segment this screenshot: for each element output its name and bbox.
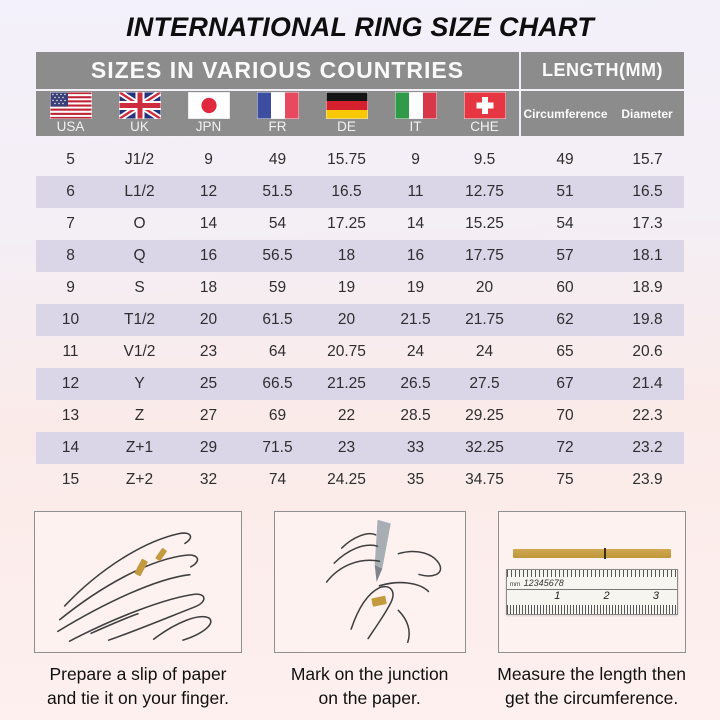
- ruler-number: 4: [538, 578, 544, 588]
- country-label: USA: [56, 119, 85, 135]
- country-label: CHE: [470, 119, 499, 135]
- table-cell: T1/2: [123, 311, 155, 328]
- table-cell: 20.6: [632, 343, 663, 360]
- table-cell: 60: [556, 279, 574, 296]
- table-cell: 9: [204, 151, 213, 168]
- table-row: [36, 368, 684, 400]
- table-cell: 74: [268, 471, 287, 488]
- column-header-circumference: Circumference: [523, 106, 608, 121]
- table-row: [36, 336, 684, 368]
- country-columns: [36, 91, 519, 136]
- table-cell: Z: [134, 407, 145, 424]
- country-label: FR: [268, 119, 287, 135]
- japan-flag-icon: [188, 92, 230, 119]
- table-cell: 32: [199, 471, 218, 488]
- column-header-jpn: [174, 92, 243, 135]
- table-cell: 23.2: [632, 439, 663, 456]
- table-cell: 17.3: [632, 215, 663, 232]
- column-header-usa: [36, 92, 105, 135]
- table-row: [36, 176, 684, 208]
- table-group-header: [36, 52, 684, 89]
- table-row: [36, 240, 684, 272]
- instruction-step-3: [497, 511, 686, 710]
- table-cell: 29: [199, 439, 218, 456]
- table-cell: 20.75: [327, 343, 366, 360]
- ruler-number: 2: [603, 590, 610, 602]
- table-row: [36, 304, 684, 336]
- table-cell: 19.8: [632, 311, 663, 328]
- table-row: [36, 464, 684, 496]
- instruction-caption: Measure the length then get the circumference.: [497, 664, 686, 709]
- page-title: INTERNATIONAL RING SIZE CHART: [126, 12, 594, 42]
- table-cell: 9: [66, 279, 75, 296]
- table-cell: 20: [199, 311, 218, 328]
- table-cell: 61.5: [262, 311, 293, 328]
- country-label: IT: [409, 119, 422, 135]
- table-cell: L1/2: [124, 183, 155, 200]
- ruler-unit-label: mm: [509, 581, 521, 588]
- column-header-diameter: Diameter: [621, 106, 673, 121]
- marking-junction-illustration: [274, 511, 466, 653]
- france-flag-icon: [257, 92, 299, 119]
- column-header-it: [381, 92, 450, 135]
- usa-flag-icon: [50, 92, 92, 119]
- instruction-step-2: [274, 511, 466, 710]
- table-cell: 10: [61, 311, 80, 328]
- table-cell: 23: [337, 439, 356, 456]
- table-cell: 18.9: [632, 279, 663, 296]
- table-cell: 16: [199, 247, 218, 264]
- table-cell: 69: [268, 407, 287, 424]
- marking-pen-icon: [280, 516, 460, 648]
- table-cell: 49: [268, 151, 287, 168]
- table-cell: 21.75: [465, 311, 504, 328]
- table-cell: 54: [556, 215, 574, 232]
- table-cell: 51.5: [262, 183, 293, 200]
- table-row: [36, 432, 684, 464]
- ruler-number: 6: [548, 578, 554, 588]
- table-cell: J1/2: [124, 151, 155, 168]
- table-cell: 49: [556, 151, 574, 168]
- table-cell: Z+2: [125, 471, 154, 488]
- hand-with-paper-slip-icon: [40, 516, 236, 648]
- italy-flag-icon: [395, 92, 437, 119]
- ruler-number: 5: [543, 578, 549, 588]
- table-cell: O: [133, 215, 146, 232]
- table-cell: 28.5: [400, 407, 431, 424]
- table-cell: 12: [61, 375, 80, 392]
- table-cell: 15: [61, 471, 80, 488]
- table-cell: 16: [406, 247, 425, 264]
- column-header-fr: [243, 92, 312, 135]
- table-cell: 8: [66, 247, 75, 264]
- table-cell: 32.25: [465, 439, 504, 456]
- table-row: [36, 208, 684, 240]
- instruction-step-1: [34, 511, 242, 710]
- country-label: UK: [130, 119, 149, 135]
- ruler-number: 3: [652, 590, 659, 602]
- table-row: [36, 400, 684, 432]
- table-cell: 27: [199, 407, 218, 424]
- table-cell: 19: [406, 279, 425, 296]
- table-cell: 9.5: [473, 151, 496, 168]
- table-body: [36, 144, 684, 496]
- measure-wrap: [504, 549, 680, 615]
- table-cell: 18.1: [632, 247, 663, 264]
- table-cell: Q: [133, 247, 146, 264]
- ruler-number: 7: [553, 578, 559, 588]
- ruler-number: 1: [523, 578, 529, 588]
- country-label: JPN: [195, 119, 222, 135]
- table-cell: 22: [337, 407, 356, 424]
- table-cell: 72: [556, 439, 574, 456]
- table-cell: 15.7: [632, 151, 663, 168]
- table-cell: 65: [556, 343, 574, 360]
- table-cell: 14: [199, 215, 218, 232]
- table-cell: 20: [337, 311, 356, 328]
- table-cell: 13: [61, 407, 80, 424]
- ruler-cm-numbers: [507, 577, 677, 589]
- ruler-number: 2: [528, 578, 534, 588]
- table-cell: 26.5: [400, 375, 431, 392]
- ruler-number: 8: [558, 578, 564, 588]
- table-cell: 70: [556, 407, 574, 424]
- country-label: DE: [337, 119, 356, 135]
- table-cell: 11: [407, 183, 424, 200]
- table-cell: 34.75: [465, 471, 504, 488]
- table-cell: S: [134, 279, 145, 296]
- table-cell: 59: [268, 279, 287, 296]
- table-cell: 66.5: [262, 375, 293, 392]
- hand-with-paper-slip-illustration: [34, 511, 242, 653]
- table-cell: 71.5: [262, 439, 293, 456]
- ruler-number: 3: [533, 578, 539, 588]
- table-cell: 12.75: [465, 183, 504, 200]
- table-cell: 51: [556, 183, 574, 200]
- table-cell: 24.25: [327, 471, 366, 488]
- mark-line: [604, 548, 606, 559]
- table-cell: 27.5: [469, 375, 500, 392]
- table-cell: 23.9: [632, 471, 663, 488]
- table-cell: 5: [66, 151, 75, 168]
- table-cell: 20: [475, 279, 494, 296]
- header-length-mm: LENGTH(MM): [521, 52, 684, 89]
- table-cell: 21.5: [400, 311, 431, 328]
- table-cell: 15.75: [327, 151, 366, 168]
- table-cell: 21.25: [327, 375, 366, 392]
- ruler-number: 1: [554, 590, 561, 602]
- table-cell: 17.25: [327, 215, 366, 232]
- table-cell: 56.5: [262, 247, 293, 264]
- instruction-caption: Prepare a slip of paper and tie it on your finger.: [47, 664, 229, 709]
- table-cell: 18: [337, 247, 356, 264]
- table-cell: 67: [556, 375, 574, 392]
- switzerland-flag-icon: [464, 92, 506, 119]
- table-cell: 23: [199, 343, 218, 360]
- ruler-cm-ticks: [507, 570, 677, 577]
- table-row: [36, 144, 684, 176]
- table-cell: 24: [475, 343, 494, 360]
- table-cell: 14: [61, 439, 80, 456]
- table-cell: 14: [406, 215, 425, 232]
- table-cell: 62: [556, 311, 574, 328]
- table-cell: 19: [337, 279, 356, 296]
- germany-flag-icon: [326, 92, 368, 119]
- column-header-che: [450, 92, 519, 135]
- ruler-inch-ticks: [507, 605, 677, 614]
- table-cell: Z+1: [125, 439, 154, 456]
- table-cell: 12: [199, 183, 218, 200]
- ruler-measuring-illustration: [498, 511, 686, 653]
- table-cell: 64: [268, 343, 287, 360]
- table-cell: 9: [411, 151, 420, 168]
- table-cell: 6: [66, 183, 75, 200]
- table-cell: 7: [66, 215, 75, 232]
- table-cell: 24: [406, 343, 425, 360]
- table-cell: 25: [199, 375, 218, 392]
- table-cell: Y: [134, 375, 145, 392]
- column-header-de: [312, 92, 381, 135]
- length-columns: [521, 91, 684, 136]
- table-cell: 29.25: [465, 407, 504, 424]
- table-cell: 15.25: [465, 215, 504, 232]
- table-cell: 22.3: [632, 407, 663, 424]
- measuring-instructions: [34, 511, 686, 710]
- table-cell: 21.4: [632, 375, 663, 392]
- ring-size-table: [36, 52, 684, 496]
- table-cell: 75: [556, 471, 574, 488]
- table-cell: 35: [406, 471, 425, 488]
- instruction-caption: Mark on the junction on the paper.: [290, 664, 449, 709]
- table-cell: 18: [199, 279, 218, 296]
- table-column-header: [36, 91, 684, 136]
- column-header-uk: [105, 92, 174, 135]
- table-row: [36, 272, 684, 304]
- uk-flag-icon: [119, 92, 161, 119]
- header-sizes-in-various-countries: SIZES IN VARIOUS COUNTRIES: [36, 52, 519, 89]
- ruler-inch-numbers: [507, 590, 677, 605]
- table-cell: 17.75: [465, 247, 504, 264]
- ruler-icon: [506, 569, 678, 615]
- ruler-cm-label-row: [524, 577, 564, 589]
- table-cell: 16.5: [331, 183, 362, 200]
- table-cell: 54: [268, 215, 287, 232]
- table-cell: 57: [556, 247, 574, 264]
- paper-strip: [513, 549, 671, 558]
- table-cell: 33: [406, 439, 425, 456]
- table-cell: 11: [62, 343, 79, 360]
- table-cell: V1/2: [123, 343, 156, 360]
- table-cell: 16.5: [632, 183, 663, 200]
